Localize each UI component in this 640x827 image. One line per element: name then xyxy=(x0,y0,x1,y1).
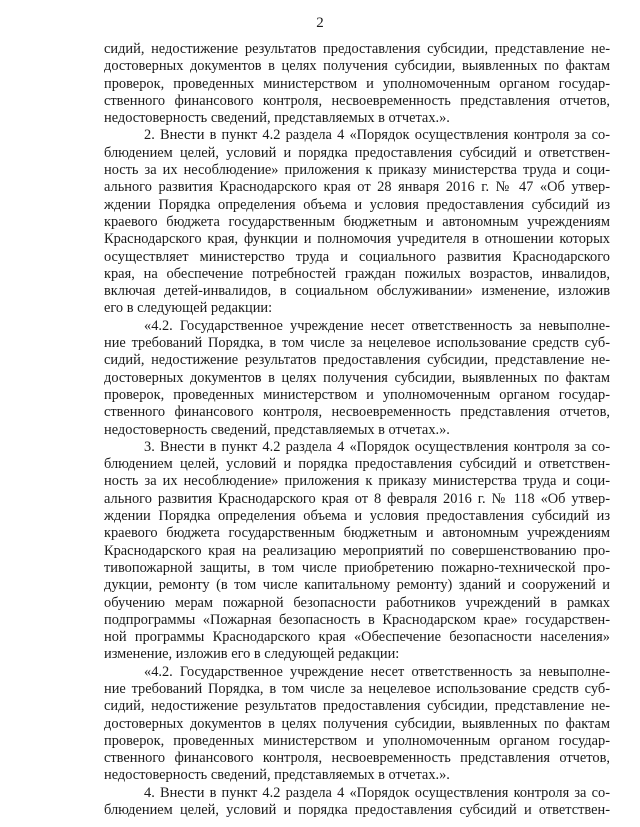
text-line: подпрограммы «Пожарная безопасность в Краснодарском крае» государствен- xyxy=(104,611,610,628)
text-line: дукции, ремонту (в том числе капитальному ремонту) зданий и сооружений и xyxy=(104,577,610,594)
text-line: ность за их несоблюдение» приложения к приказу министерства труда и соци- xyxy=(104,473,610,490)
text-line: блюдением целей, условий и порядка предоставления субсидий и ответствен- xyxy=(104,144,610,161)
text-line: проверок, проведенных министерством и уполномоченным органом государ- xyxy=(104,75,610,92)
text-line: ждении Порядка определения объема и условия предоставления субсидий из xyxy=(104,508,610,525)
text-line: ственного финансового контроля, несвоевременность представления отчетов, xyxy=(104,750,610,767)
text-line: ность за их несоблюдение» приложения к приказу министерства труда и соци- xyxy=(104,162,610,179)
text-line: блюдением целей, условий и порядка предоставления субсидий и ответствен- xyxy=(104,802,610,819)
text-line: сидий, недостижение результатов предоставления субсидии, представление не- xyxy=(104,352,610,369)
text-line: «4.2. Государственное учреждение несет ответственность за невыполне- xyxy=(144,663,610,680)
page-number: 2 xyxy=(316,15,324,31)
text-line: Краснодарского края, функции и полномочия учредителя в отношении которых xyxy=(104,231,610,248)
document-body xyxy=(104,41,610,819)
text-line: обучению мерам пожарной безопасности работников учреждений в рамках xyxy=(104,594,610,611)
text-line: ние требований Порядка, в том числе за нецелевое использование средств суб- xyxy=(104,335,610,352)
text-line: тивопожарной защиты, в том числе приобретению пожарно-технической про- xyxy=(104,559,610,576)
text-line: недостоверность сведений, представляемых в отчетах.». xyxy=(104,767,450,784)
text-line: ственного финансового контроля, несвоевременность представления отчетов, xyxy=(104,404,610,421)
text-line: ждении Порядка определения объема и условия предоставления субсидий из xyxy=(104,196,610,213)
text-line: сидий, недостижение результатов предоставления субсидии, представление не- xyxy=(104,41,610,57)
text-line: ального развития Краснодарского края от 28 января 2016 г. № 47 «Об утвер- xyxy=(104,179,610,196)
text-line: изменение, изложив его в следующей редакции: xyxy=(104,646,400,663)
text-line: 4. Внести в пункт 4.2 раздела 4 «Порядок осуществления контроля за со- xyxy=(144,784,610,801)
text-line: края, на обеспечение потребностей граждан пожилых возрастов, инвалидов, xyxy=(104,265,610,282)
text-line: ального развития Краснодарского края от 8 февраля 2016 г. № 118 «Об утвер- xyxy=(104,490,610,507)
text-line: включая детей-инвалидов, в социальном обслуживании» изменение, изложив xyxy=(104,283,610,300)
text-line: осуществляет министерство труда и социального развития Краснодарского xyxy=(104,248,610,265)
text-line: «4.2. Государственное учреждение несет ответственность за невыполне- xyxy=(144,317,610,334)
text-line: проверок, проведенных министерством и уполномоченным органом государ- xyxy=(104,386,610,403)
text-line: недостоверность сведений, представляемых в отчетах.». xyxy=(104,110,450,127)
text-line: проверок, проведенных министерством и уполномоченным органом государ- xyxy=(104,732,610,749)
text-line: ственного финансового контроля, несвоевременность представления отчетов, xyxy=(104,92,610,109)
text-line: ной программы Краснодарского края «Обеспечение безопасности населения» xyxy=(104,629,610,646)
text-line: сидий, недостижение результатов предоставления субсидии, представление не- xyxy=(104,698,610,715)
text-line: недостоверность сведений, представляемых в отчетах.». xyxy=(104,421,450,438)
text-line: достоверных документов в целях получения субсидии, выявленных по фактам xyxy=(104,369,610,386)
text-line: 3. Внести в пункт 4.2 раздела 4 «Порядок осуществления контроля за со- xyxy=(144,438,610,455)
text-line: краевого бюджета государственным бюджетным и автономным учреждениям xyxy=(104,213,610,230)
text-line: ние требований Порядка, в том числе за нецелевое использование средств суб- xyxy=(104,680,610,697)
text-line: достоверных документов в целях получения субсидии, выявленных по фактам xyxy=(104,715,610,732)
text-line: Краснодарского края на реализацию мероприятий по совершенствованию про- xyxy=(104,542,610,559)
text-line: краевого бюджета государственным бюджетным и автономным учреждениям xyxy=(104,525,610,542)
text-line: блюдением целей, условий и порядка предоставления субсидий и ответствен- xyxy=(104,456,610,473)
text-line: достоверных документов в целях получения субсидии, выявленных по фактам xyxy=(104,58,610,75)
text-line: его в следующей редакции: xyxy=(104,300,273,317)
text-line: 2. Внести в пункт 4.2 раздела 4 «Порядок осуществления контроля за со- xyxy=(144,127,610,144)
